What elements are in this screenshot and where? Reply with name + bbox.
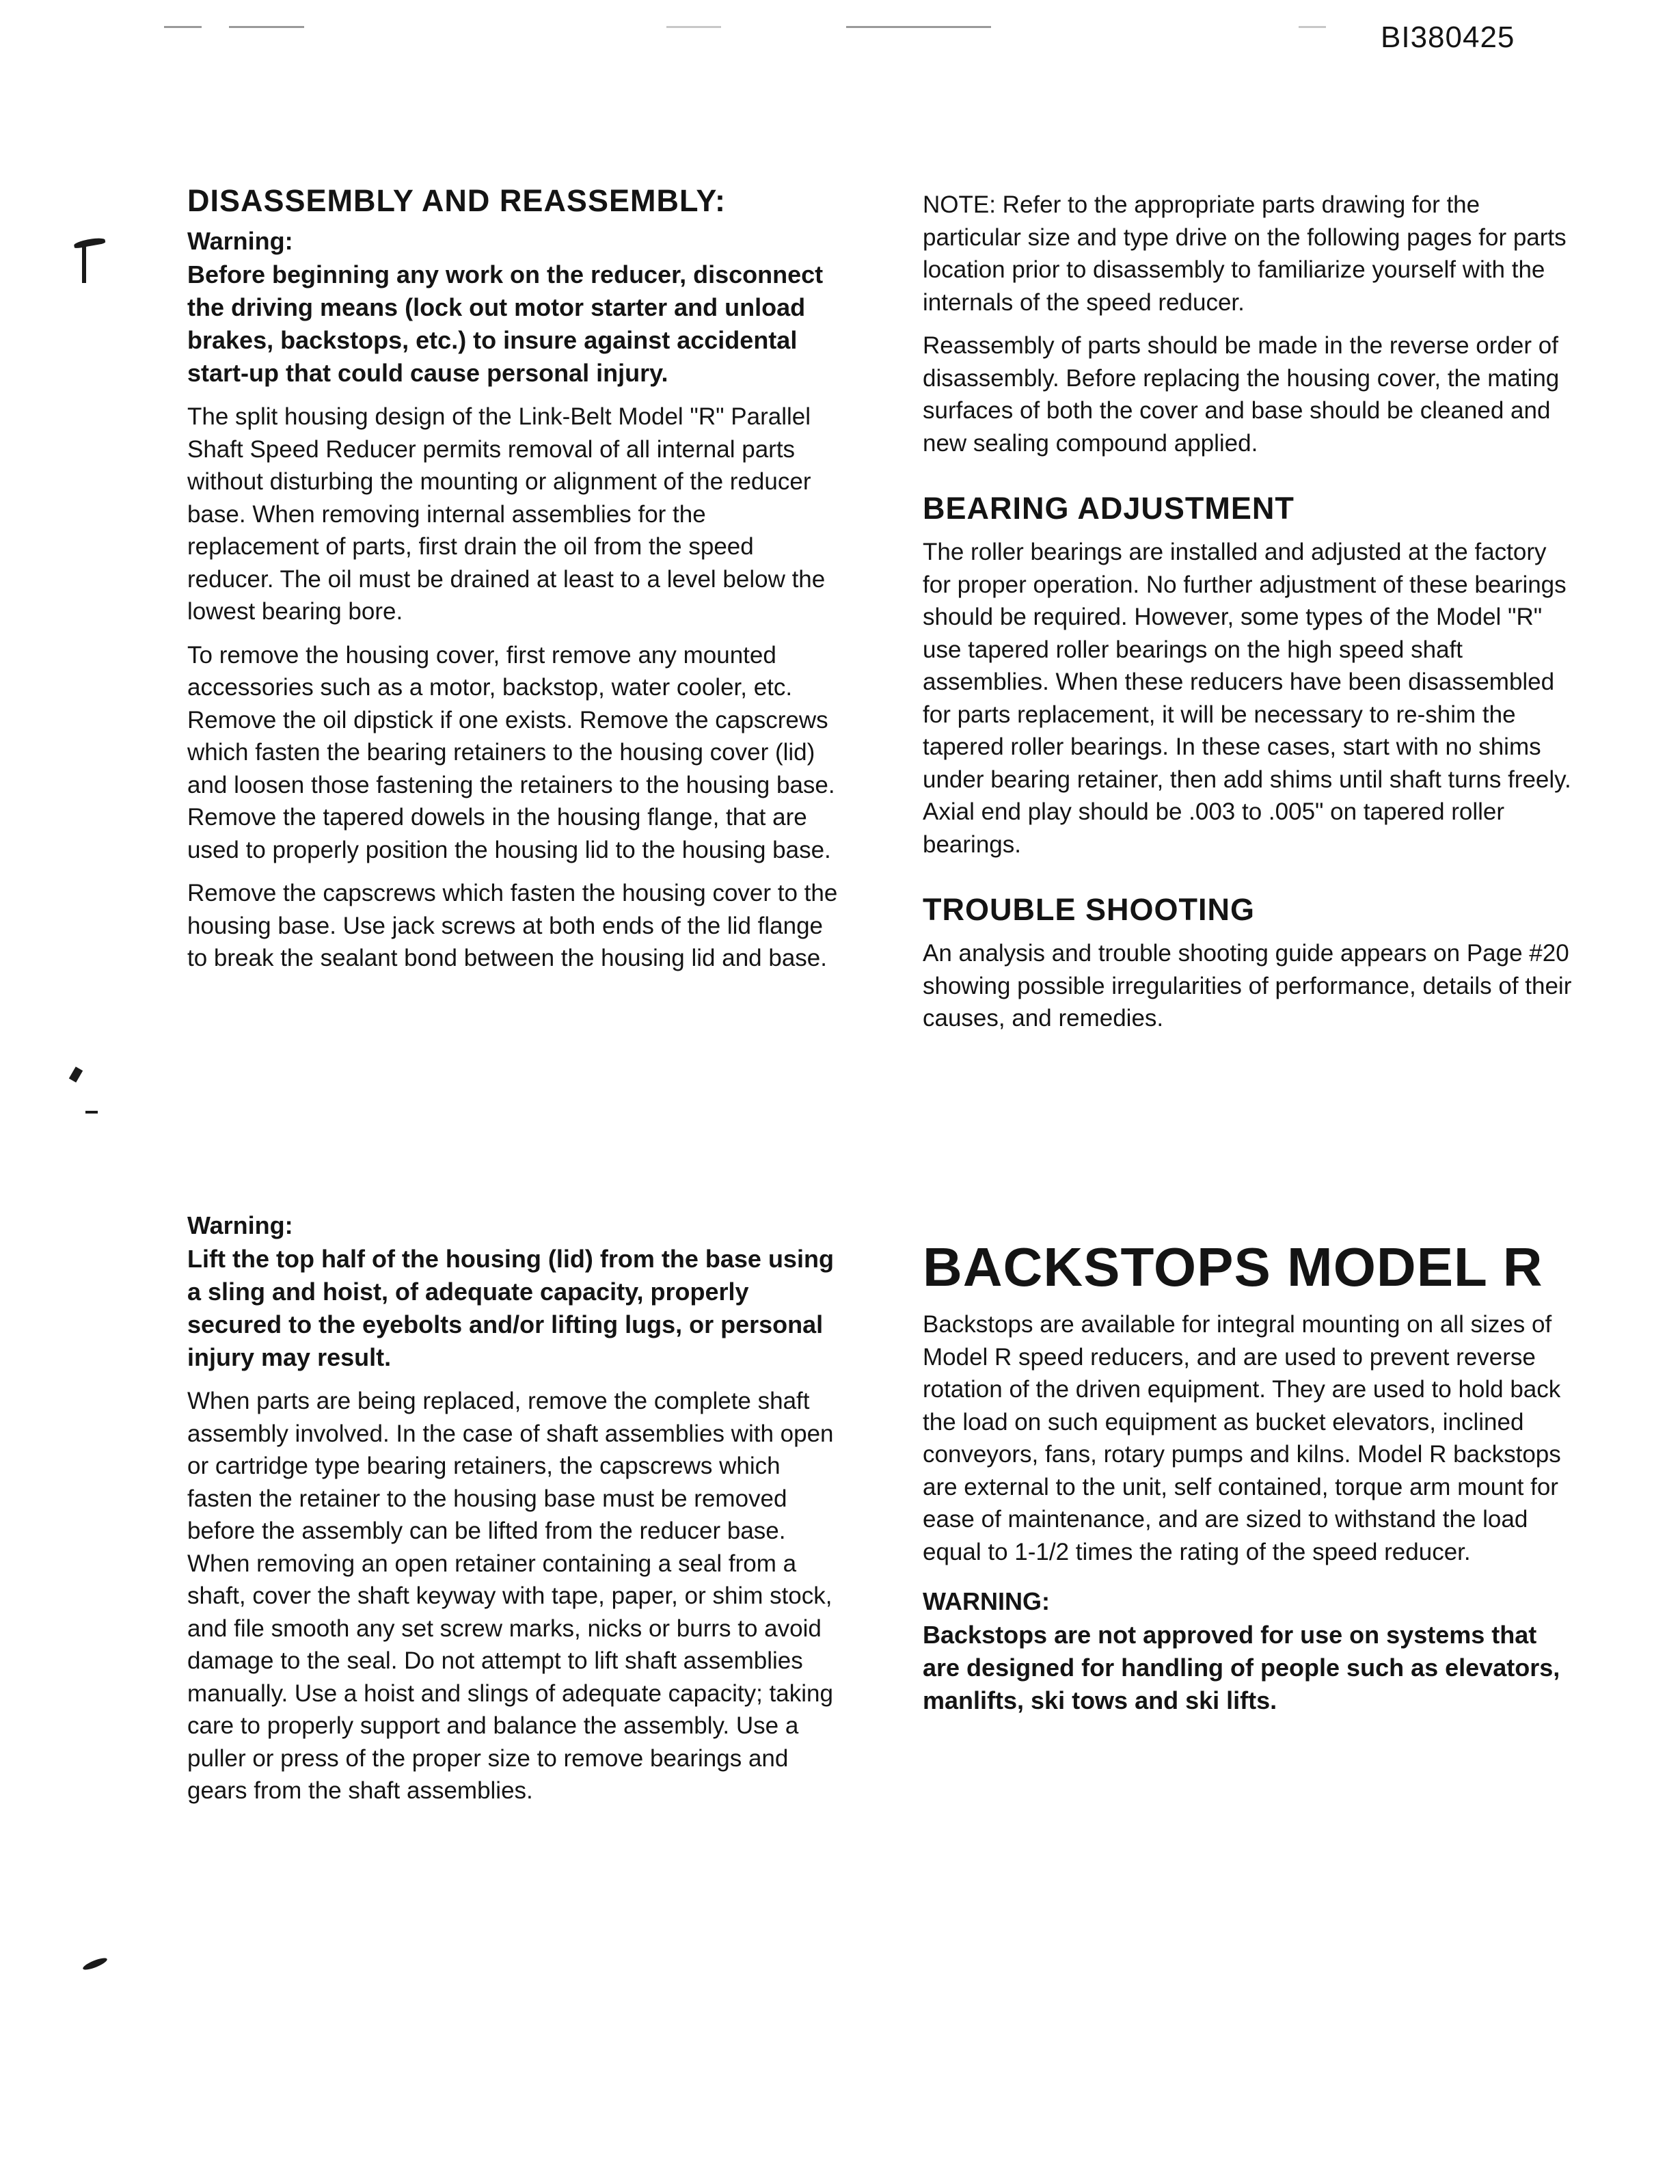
document-id: BI380425 — [1381, 21, 1515, 54]
left-column-lower — [187, 1211, 843, 1807]
warning-label: Warning: — [187, 227, 293, 255]
scan-artifact-line — [229, 26, 304, 28]
warning-label: Warning: — [187, 1211, 293, 1239]
scan-artifact-line — [164, 26, 202, 28]
capscrews-paragraph: Remove the capscrews which fasten the housing cover to the housing base. Use jack screws at both ends of the lid flange to break the sealant bond between the housing lid and base. — [187, 880, 838, 971]
scan-speck — [73, 237, 105, 249]
housing-cover-paragraph: To remove the housing cover, first remove any mounted accessories such as a motor, backstop, water cooler, etc. Remove the oil dipstick if one exists. Remove the capscrews which fasten the bearing retainers to the housing cover (lid) and loosen those fastening the retainers to the housing base. Remove the tapered dowels in the housing flange, that are used to properly position the housing lid to the housing base. — [187, 641, 835, 863]
right-column — [923, 189, 1572, 1035]
scan-speck — [82, 243, 86, 283]
right-column-lower — [923, 1236, 1572, 1717]
scan-artifact-line — [846, 26, 991, 28]
reassembly-paragraph: Reassembly of parts should be made in the reverse order of disassembly. Before replacing the housing cover, the mating surfaces of both the cover and base should be cleaned and new sealing compound applied. — [923, 332, 1560, 457]
scan-artifact-line — [1299, 26, 1326, 28]
warning-text: Lift the top half of the housing (lid) from the base using a sling and hoist, of adequate capacity, properly secured to the eyebolts and/or lifting lugs, or personal injury may result. — [187, 1245, 834, 1371]
left-column — [187, 183, 843, 975]
backstops-heading: BACKSTOPS MODEL R — [923, 1237, 1543, 1297]
parts-replacement-paragraph: When parts are being replaced, remove the complete shaft assembly involved. In the case of shaft assemblies with open or cartridge type bearing retainers, the capscrews which fasten the retainer to the housing base must be removed before the assembly can be lifted from the reducer base. When removing an open retainer containing a seal from a shaft, cover the shaft keyway with tape, paper, or shim stock, and file smooth any set screw marks, nicks or burrs to avoid damage to the seal. Do not attempt to lift shaft assemblies manually. Use a hoist and slings of adequate capacity; taking care to properly support and balance the assembly. Use a puller or press of the proper size to remove bearings and gears from the shaft assemblies. — [187, 1388, 834, 1804]
note-paragraph: NOTE: Refer to the appropriate parts drawing for the particular size and type drive on the following pages for parts location prior to disassembly to familiarize yourself with the internals of the speed reducer. — [923, 191, 1567, 316]
scan-speck — [85, 1111, 98, 1114]
bearing-adjustment-paragraph: The roller bearings are installed and adjusted at the factory for proper operation. No further adjustment of these bearings should be required. However, some types of the Model "R" use tapered roller bearings on the high speed shaft assemblies. When these reducers have been disassembled for parts replacement, it will be necessary to re-shim the tapered roller bearings. In these cases, start with no shims under bearing retainer, then add shims until shaft turns freely. Axial end play should be .003 to .005" on tapered roller bearings. — [923, 539, 1571, 858]
trouble-shooting-paragraph: An analysis and trouble shooting guide appears on Page #20 showing possible irregularities of performance, details of their causes, and remedies. — [923, 940, 1572, 1032]
warning-text: Backstops are not approved for use on systems that are designed for handling of people such as elevators, manlifts, ski tows and ski lifts. — [923, 1621, 1560, 1714]
split-housing-paragraph: The split housing design of the Link-Belt Model "R" Parallel Shaft Speed Reducer permits removal of all internal parts without disturbing the mounting or alignment of the reducer base. When removing internal assemblies for the replacement of parts, first drain the oil from the speed reducer. The oil must be drained at least to a level below the lowest bearing bore. — [187, 403, 826, 625]
scan-speck — [82, 1956, 109, 1972]
warning-label: WARNING: — [923, 1587, 1050, 1615]
bearing-adjustment-heading: BEARING ADJUSTMENT — [923, 491, 1295, 526]
trouble-shooting-heading: TROUBLE SHOOTING — [923, 892, 1255, 927]
backstops-paragraph: Backstops are available for integral mounting on all sizes of Model R speed reducers, and are used to prevent reverse rotation of the driven equipment. They are used to hold back the load on such equipment as bucket elevators, inclined conveyors, fans, rotary pumps and kilns. Model R backstops are external to the unit, self contained, torque arm mount for ease of maintenance, and are sized to withstand the load equal to 1-1/2 times the rating of the speed reducer. — [923, 1311, 1561, 1565]
scan-speck — [69, 1066, 83, 1082]
disassembly-heading: DISASSEMBLY AND REASSEMBLY: — [187, 183, 726, 218]
warning-text: Before beginning any work on the reducer, disconnect the driving means (lock out motor starter and unload brakes, backstops, etc.) to insure against accidental start-up that could cause personal injury. — [187, 260, 824, 387]
scan-artifact-line — [666, 26, 721, 28]
